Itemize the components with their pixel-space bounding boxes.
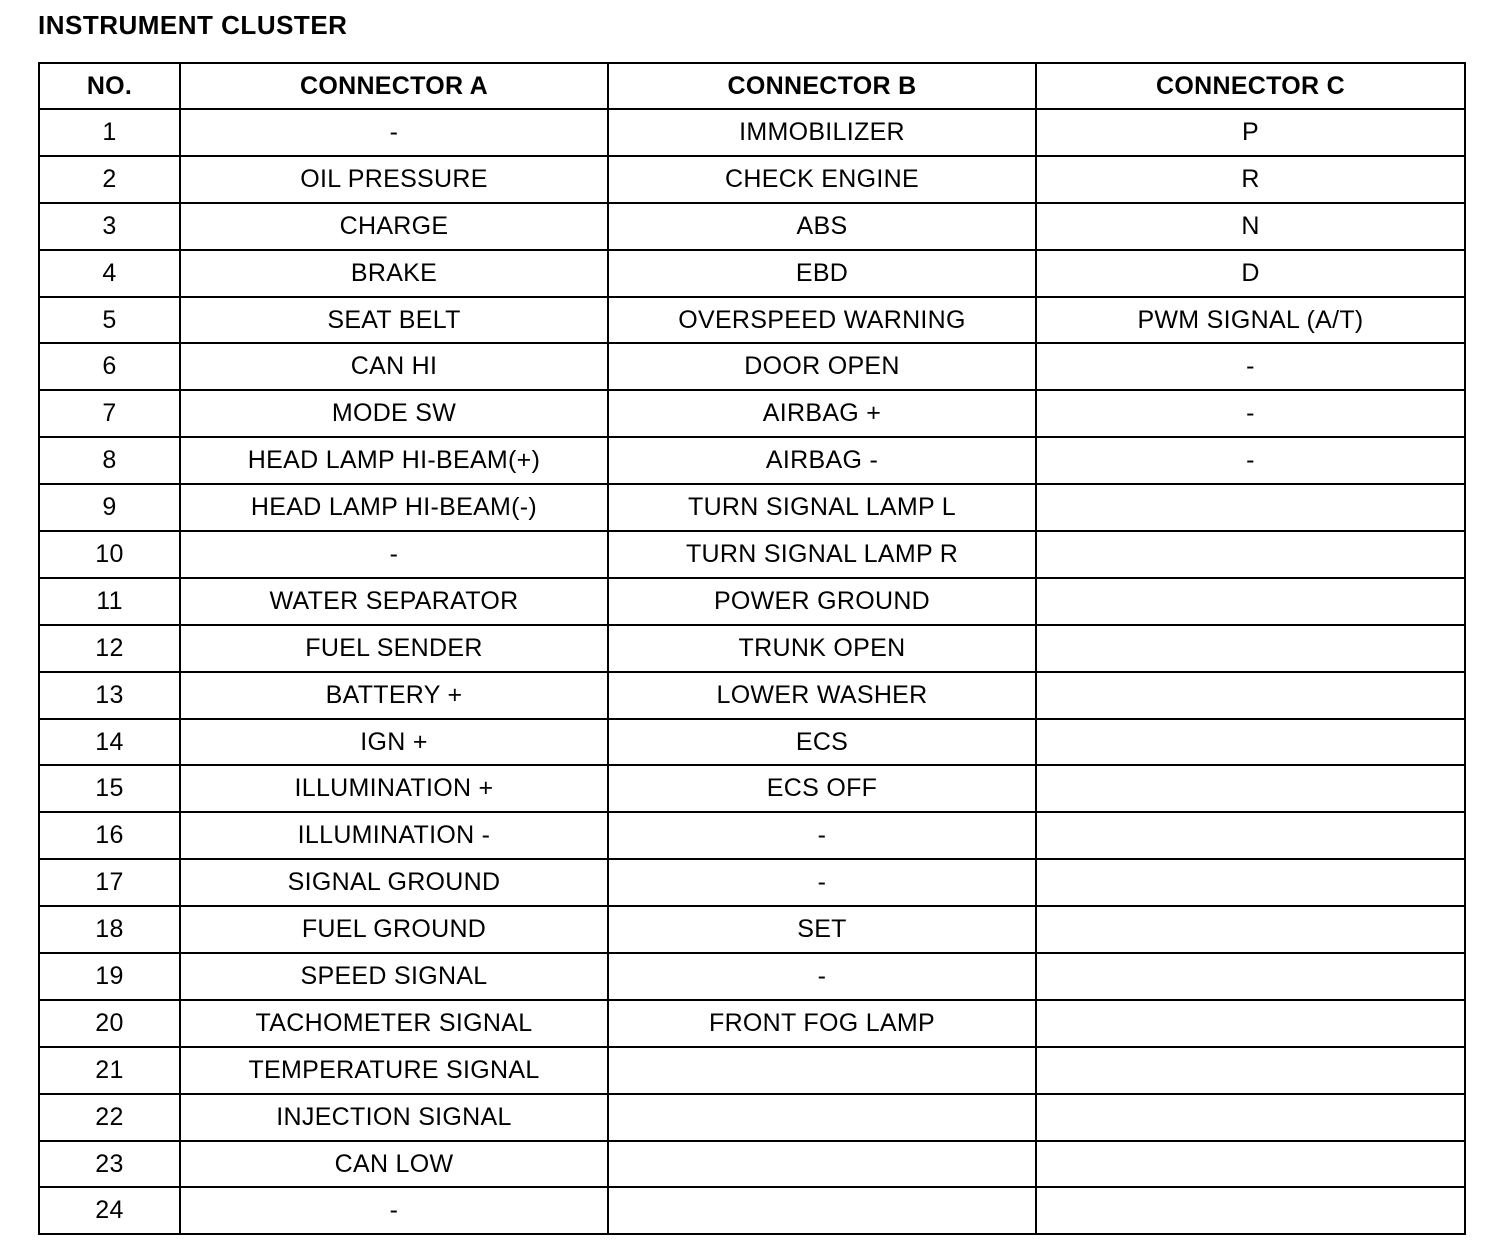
cell-connector-b: OVERSPEED WARNING	[608, 297, 1036, 344]
cell-connector-b: CHECK ENGINE	[608, 156, 1036, 203]
table-body	[39, 109, 1465, 1234]
cell-no: 22	[39, 1094, 180, 1141]
cell-connector-a: -	[180, 1187, 608, 1234]
cell-connector-b	[608, 1141, 1036, 1188]
cell-no: 6	[39, 343, 180, 390]
cell-connector-a: BRAKE	[180, 250, 608, 297]
cell-no: 15	[39, 765, 180, 812]
cell-no: 14	[39, 719, 180, 766]
cell-connector-b: -	[608, 953, 1036, 1000]
cell-connector-c	[1036, 953, 1465, 1000]
cell-connector-b: ECS OFF	[608, 765, 1036, 812]
cell-connector-c	[1036, 1047, 1465, 1094]
cell-no: 20	[39, 1000, 180, 1047]
table-row	[39, 203, 1465, 250]
cell-connector-c	[1036, 719, 1465, 766]
page-title: INSTRUMENT CLUSTER	[38, 10, 348, 40]
cell-no: 4	[39, 250, 180, 297]
cell-connector-c	[1036, 812, 1465, 859]
cell-connector-c	[1036, 672, 1465, 719]
cell-connector-a: -	[180, 531, 608, 578]
cell-connector-a: TEMPERATURE SIGNAL	[180, 1047, 608, 1094]
cell-connector-b: ECS	[608, 719, 1036, 766]
cell-no: 2	[39, 156, 180, 203]
cell-connector-b: ABS	[608, 203, 1036, 250]
cell-connector-b	[608, 1187, 1036, 1234]
cell-no: 11	[39, 578, 180, 625]
cell-connector-b: IMMOBILIZER	[608, 109, 1036, 156]
cell-connector-c: -	[1036, 390, 1465, 437]
connector-pin-table	[38, 62, 1466, 1235]
cell-connector-a: CAN HI	[180, 343, 608, 390]
cell-no: 1	[39, 109, 180, 156]
header-no: NO.	[39, 63, 180, 109]
cell-connector-a: SPEED SIGNAL	[180, 953, 608, 1000]
header-connector-b: CONNECTOR B	[608, 63, 1036, 109]
cell-connector-b: -	[608, 859, 1036, 906]
cell-no: 12	[39, 625, 180, 672]
cell-connector-a: FUEL GROUND	[180, 906, 608, 953]
cell-connector-a: INJECTION SIGNAL	[180, 1094, 608, 1141]
table-row	[39, 250, 1465, 297]
table-row	[39, 297, 1465, 344]
cell-connector-b: SET	[608, 906, 1036, 953]
table-row	[39, 1141, 1465, 1188]
cell-connector-c	[1036, 531, 1465, 578]
table-header	[39, 63, 1465, 109]
table-row	[39, 156, 1465, 203]
cell-connector-c: PWM SIGNAL (A/T)	[1036, 297, 1465, 344]
cell-connector-b: POWER GROUND	[608, 578, 1036, 625]
cell-connector-c	[1036, 1141, 1465, 1188]
cell-connector-c: N	[1036, 203, 1465, 250]
table-row	[39, 531, 1465, 578]
cell-connector-b: LOWER WASHER	[608, 672, 1036, 719]
cell-connector-c	[1036, 906, 1465, 953]
cell-connector-a: SIGNAL GROUND	[180, 859, 608, 906]
cell-connector-a: HEAD LAMP HI-BEAM(-)	[180, 484, 608, 531]
cell-no: 9	[39, 484, 180, 531]
table-row	[39, 672, 1465, 719]
header-connector-c: CONNECTOR C	[1036, 63, 1465, 109]
cell-connector-b: -	[608, 812, 1036, 859]
header-row	[39, 63, 1465, 109]
cell-connector-a: ILLUMINATION -	[180, 812, 608, 859]
table-row	[39, 578, 1465, 625]
cell-no: 19	[39, 953, 180, 1000]
cell-connector-b: FRONT FOG LAMP	[608, 1000, 1036, 1047]
cell-connector-a: ILLUMINATION +	[180, 765, 608, 812]
cell-connector-c: -	[1036, 437, 1465, 484]
table-row	[39, 719, 1465, 766]
cell-connector-c	[1036, 1094, 1465, 1141]
table-row	[39, 1000, 1465, 1047]
cell-connector-c: -	[1036, 343, 1465, 390]
cell-no: 8	[39, 437, 180, 484]
table-row	[39, 906, 1465, 953]
cell-no: 10	[39, 531, 180, 578]
cell-connector-a: -	[180, 109, 608, 156]
cell-connector-c	[1036, 765, 1465, 812]
cell-connector-a: BATTERY +	[180, 672, 608, 719]
table-row	[39, 1187, 1465, 1234]
cell-connector-b: EBD	[608, 250, 1036, 297]
cell-connector-a: HEAD LAMP HI-BEAM(+)	[180, 437, 608, 484]
cell-connector-a: WATER SEPARATOR	[180, 578, 608, 625]
cell-no: 23	[39, 1141, 180, 1188]
cell-connector-a: TACHOMETER SIGNAL	[180, 1000, 608, 1047]
cell-connector-a: SEAT BELT	[180, 297, 608, 344]
cell-connector-b: AIRBAG -	[608, 437, 1036, 484]
table-row	[39, 1094, 1465, 1141]
table-row	[39, 109, 1465, 156]
cell-no: 7	[39, 390, 180, 437]
cell-connector-c	[1036, 578, 1465, 625]
cell-connector-a: CHARGE	[180, 203, 608, 250]
table-row	[39, 437, 1465, 484]
cell-connector-b	[608, 1094, 1036, 1141]
cell-no: 13	[39, 672, 180, 719]
cell-connector-a: CAN LOW	[180, 1141, 608, 1188]
cell-no: 3	[39, 203, 180, 250]
cell-connector-c	[1036, 859, 1465, 906]
cell-connector-a: OIL PRESSURE	[180, 156, 608, 203]
table-row	[39, 484, 1465, 531]
cell-connector-a: IGN +	[180, 719, 608, 766]
table-row	[39, 1047, 1465, 1094]
cell-connector-c: D	[1036, 250, 1465, 297]
table-row	[39, 625, 1465, 672]
table-row	[39, 390, 1465, 437]
cell-no: 17	[39, 859, 180, 906]
cell-no: 21	[39, 1047, 180, 1094]
cell-connector-c	[1036, 484, 1465, 531]
cell-connector-b: TURN SIGNAL LAMP R	[608, 531, 1036, 578]
table-row	[39, 859, 1465, 906]
cell-connector-b: TURN SIGNAL LAMP L	[608, 484, 1036, 531]
table-row	[39, 812, 1465, 859]
cell-connector-a: FUEL SENDER	[180, 625, 608, 672]
cell-connector-c	[1036, 1187, 1465, 1234]
cell-connector-b	[608, 1047, 1036, 1094]
cell-connector-a: MODE SW	[180, 390, 608, 437]
cell-no: 16	[39, 812, 180, 859]
cell-connector-c	[1036, 625, 1465, 672]
table-row	[39, 343, 1465, 390]
cell-connector-b: DOOR OPEN	[608, 343, 1036, 390]
cell-connector-c: R	[1036, 156, 1465, 203]
header-connector-a: CONNECTOR A	[180, 63, 608, 109]
cell-connector-b: AIRBAG +	[608, 390, 1036, 437]
table-row	[39, 765, 1465, 812]
cell-no: 5	[39, 297, 180, 344]
cell-no: 18	[39, 906, 180, 953]
table-row	[39, 953, 1465, 1000]
cell-connector-c: P	[1036, 109, 1465, 156]
cell-connector-b: TRUNK OPEN	[608, 625, 1036, 672]
cell-no: 24	[39, 1187, 180, 1234]
cell-connector-c	[1036, 1000, 1465, 1047]
